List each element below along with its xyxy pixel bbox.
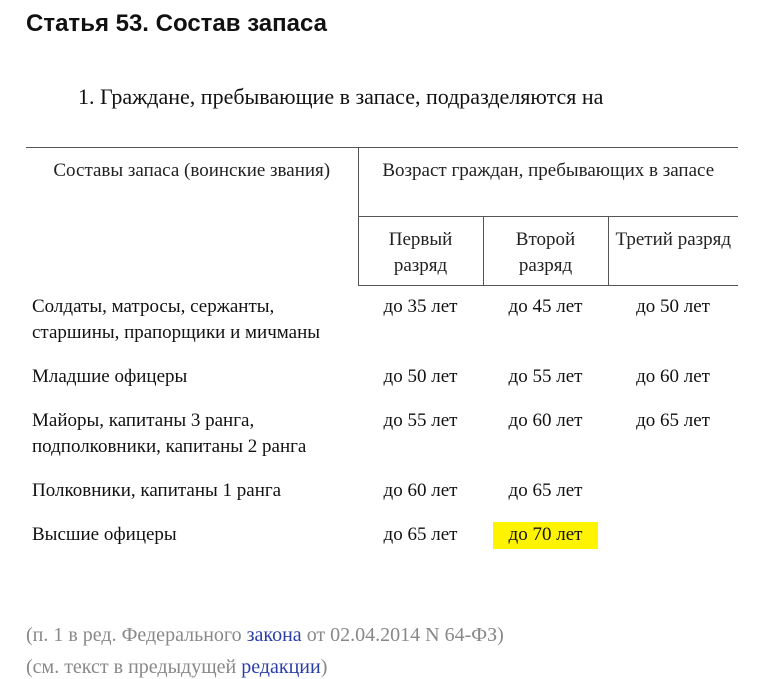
age-cell: до 60 лет — [508, 409, 583, 431]
row-name: Младшие офицеры — [32, 365, 188, 387]
table-row — [26, 356, 738, 400]
age-cell: до 50 лет — [636, 296, 710, 317]
law-link[interactable]: закона — [246, 624, 302, 646]
article-intro-paragraph: 1. Граждане, пребывающие в запасе, подразделяются на — [78, 84, 604, 109]
header-age: Возраст граждан, пребывающих в запасе — [358, 148, 738, 217]
age-cell: до 65 лет — [508, 479, 583, 501]
age-cell — [608, 470, 738, 514]
header-composition: Составы запаса (воинские звания) — [26, 148, 358, 286]
age-cell: до 45 лет — [508, 296, 583, 317]
article-title: Статья 53. Состав запаса — [26, 10, 327, 37]
highlight-mark: до 70 лет — [495, 524, 597, 547]
age-cell: до 50 лет — [383, 365, 458, 387]
age-cell: до 55 лет — [383, 409, 458, 431]
age-cell: до 55 лет — [508, 365, 583, 387]
row-name: Полковники, капитаны 1 ранга — [32, 479, 282, 501]
age-cell: до 35 лет — [383, 296, 458, 317]
row-name: Высшие офицеры — [32, 523, 177, 545]
age-cell: до 65 лет — [383, 523, 458, 545]
table-row — [26, 514, 738, 558]
age-cell: до 60 лет — [636, 365, 710, 387]
age-cell: до 60 лет — [383, 479, 458, 501]
table-row — [26, 286, 738, 356]
header-second-category: Второй разряд — [483, 217, 608, 286]
age-cell-highlighted — [483, 514, 608, 558]
reserve-composition-table — [26, 147, 738, 558]
header-first-category: Первый разряд — [358, 217, 483, 286]
note2-prefix: (см. текст в предыдущей — [26, 656, 242, 678]
table-row — [26, 470, 738, 514]
age-cell — [608, 514, 738, 558]
amendment-note — [26, 624, 504, 647]
table-row — [26, 400, 738, 470]
header-third-category: Третий разряд — [608, 217, 738, 286]
previous-edition-link[interactable]: редакции — [241, 656, 321, 678]
note2-suffix: ) — [320, 656, 328, 678]
row-name: Майоры, капитаны 3 ранга, подполковники, капитаны 2 ранга — [32, 409, 307, 457]
note-suffix: от 02.04.2014 N 64-ФЗ) — [301, 624, 504, 646]
previous-edition-note — [26, 656, 327, 679]
age-cell: до 65 лет — [636, 409, 710, 431]
row-name: Солдаты, матросы, сержанты, старшины, прапорщики и мичманы — [32, 295, 321, 343]
note-prefix: (п. 1 в ред. Федерального — [26, 624, 247, 646]
